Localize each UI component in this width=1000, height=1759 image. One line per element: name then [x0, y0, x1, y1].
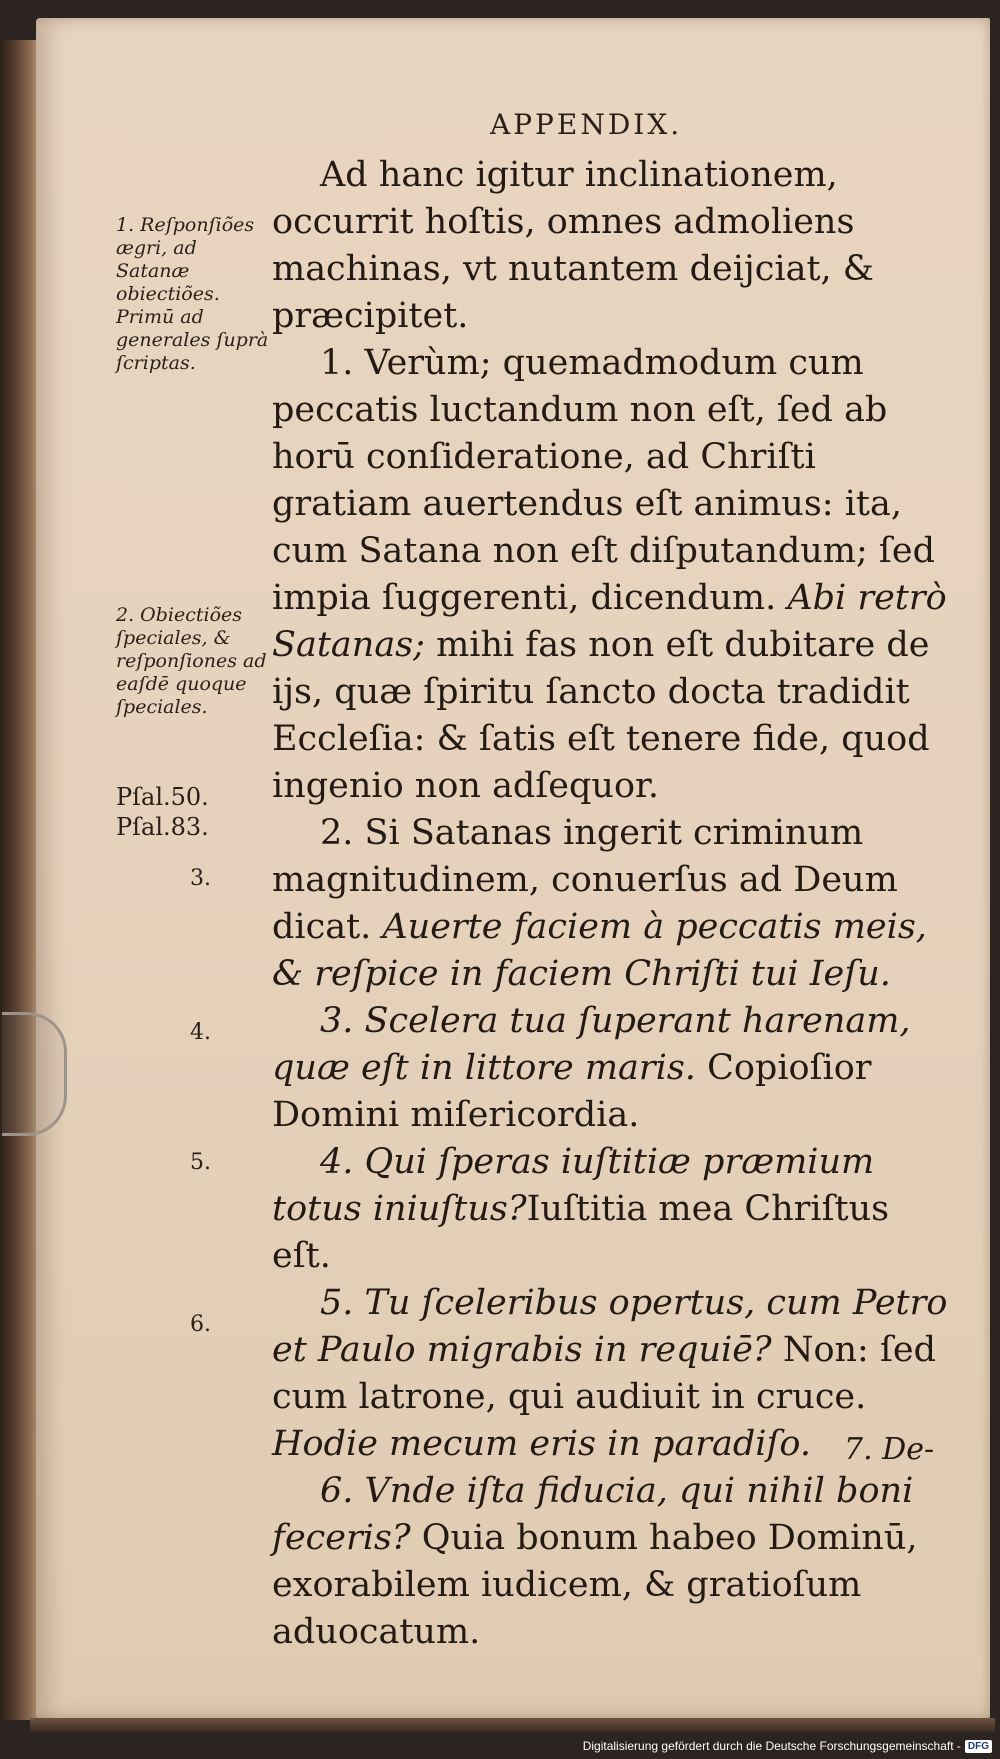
footer-text: Digitalisierung gefördert durch die Deutsche Forschungsgemeinschaft - [582, 1739, 961, 1753]
paragraph-1-text: 1. Verùm; quemadmodum cum peccatis luctandum non eſt, ſed ab horū conſideratione, ad Chriſti gratiam auertendus eſt animus: ita, cum Satana non eſt diſputandum; ſed impia ſuggerenti, dicendum. [272, 343, 936, 618]
paragraph-4 [272, 1139, 952, 1280]
digitization-footer [583, 1739, 992, 1753]
main-text-block [272, 152, 952, 1656]
running-title: APPENDIX. [490, 108, 683, 141]
catchword: 7. De- [844, 1432, 935, 1467]
margin-note-responses: 1. Reſponſiões ægri, ad Satanæ obiectiões. Primū ad generales ſuprà ſcriptas. [116, 214, 269, 374]
margin-number-5: 5. [190, 1150, 211, 1175]
paragraph-5-objection: 5. Tu ſceleribus opertus, cum Petro et Paulo migrabis in requiē? [272, 1283, 948, 1370]
margin-ref-psalm-83: Pſal.83. [116, 813, 209, 841]
paragraph-2-quote: Auerte faciem à peccatis meis, & reſpice in faciem Chriſti tui Ieſu. [272, 907, 927, 994]
page-edge-bottom [30, 1718, 995, 1732]
paragraph-5-quote: Hodie mecum eris in paradiſo. [272, 1424, 811, 1464]
paragraph-1-quote: Abi retrò Satanas; [272, 578, 947, 665]
margin-number-3: 3. [190, 866, 211, 891]
margin-number-6: 6. [190, 1312, 211, 1337]
paragraph-1 [272, 340, 952, 810]
margin-ref-psalm-50: Pſal.50. [116, 783, 209, 811]
paragraph-2 [272, 810, 952, 998]
paragraph-3-objection: 3. Scelera tua ſuperant harenam, quæ eſt in littore maris. [272, 1001, 911, 1088]
paragraph-3 [272, 998, 952, 1139]
book-clasp [2, 1012, 67, 1136]
dfg-logo-icon: DFG [965, 1740, 992, 1753]
page-edges-left [0, 40, 40, 1720]
paragraph-1-continuation: mihi fas non eſt dubitare de ijs, quæ ſpiritu ſancto docta tradidit Eccleſia: & ſatis eſt tenere fide, quod ingenio non adſequor. [272, 625, 930, 806]
paragraph-2-text: 2. Si Satanas ingerit criminum magnitudinem, conuerſus ad Deum dicat. [272, 813, 898, 947]
margin-number-4: 4. [190, 1020, 211, 1045]
paragraph-5-answer: Non: ſed cum latrone, qui audiuit in cruce. [272, 1330, 937, 1417]
paragraph-6 [272, 1468, 952, 1656]
paragraph-4-answer: Iuſtitia mea Chriſtus eſt. [272, 1189, 890, 1276]
paragraph-6-answer: Quia bonum habeo Dominū, exorabilem iudicem, & gratioſum aduocatum. [272, 1518, 918, 1652]
margin-note-objections: 2. Obiectiões ſpeciales, & reſponſiones ad eaſdē quoque ſpeciales. [116, 604, 267, 718]
paragraph-4-objection: 4. Qui ſperas iuſtitiæ præmium totus iniuſtus? [272, 1142, 875, 1229]
paragraph-intro: Ad hanc igitur inclinationem, occurrit hoſtis, omnes admoliens machinas, vt nutantem deijciat, & præcipitet. [272, 155, 874, 336]
paragraph-6-objection: 6. Vnde iſta fiducia, qui nihil boni feceris? [272, 1471, 914, 1558]
paragraph-3-answer: Copioſior Domini miſericordia. [272, 1048, 872, 1135]
